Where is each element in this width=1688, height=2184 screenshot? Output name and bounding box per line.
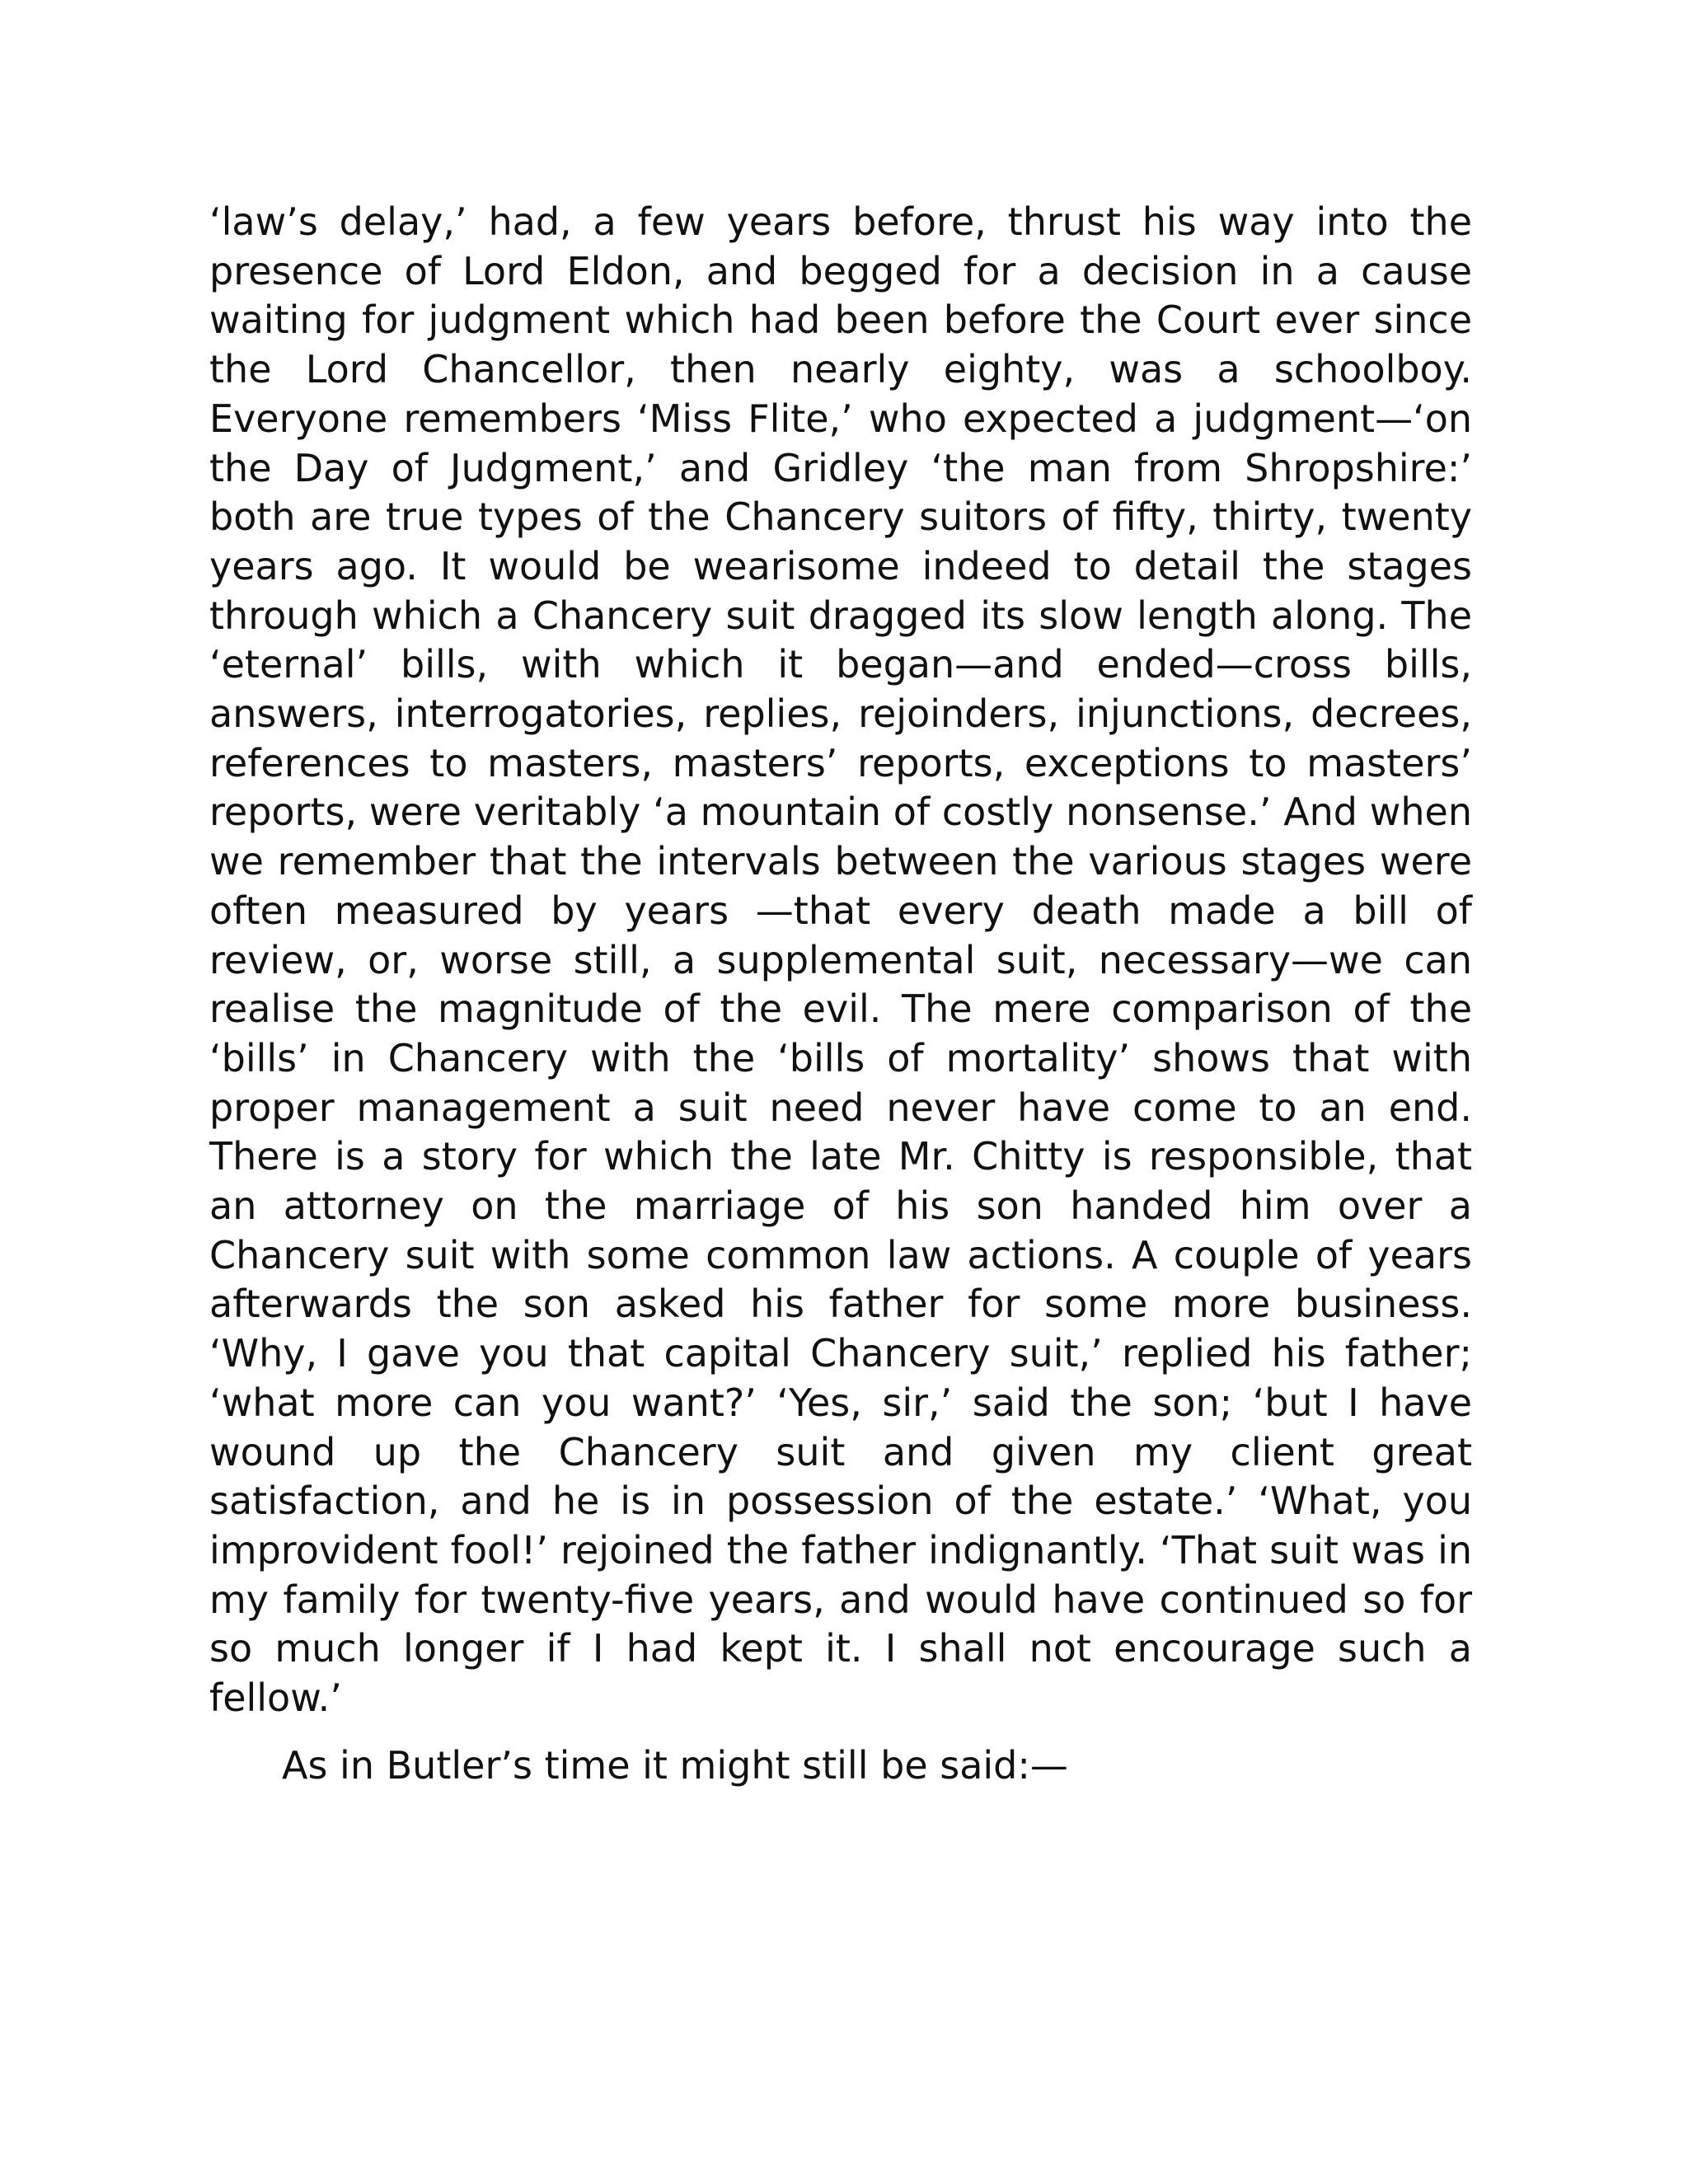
- paragraph-chancery-suits: ‘law’s delay,’ had, a few years before, thrust his way into the presence of Lord Eldon, and begged for a decision in a cause waiting for judgment which had been before the Court ever since the Lord Chancellor, then nearly eighty, was a schoolboy. Everyone remembers ‘Miss Flite,’ who expected a judgment—‘on the Day of Judgment,’ and Gridley ‘the man from Shropshire:’ both are true types of the Chancery suitors of fifty, thirty, twenty years ago. It would be wearisome indeed to detail the stages through which a Chancery suit dragged its slow length along. The ‘eternal’ bills, with which it began—and ended—cross bills, answers, interrogatories, replies, rejoinders, injunctions, decrees, references to masters, masters’ reports, exceptions to masters’ reports, were veritably ‘a mountain of costly nonsense.’ And when we remember that the intervals between the various stages were often measured by years —that every death made a bill of review, or, worse still, a supplemental suit, necessary—we can realise the magnitude of the evil. The mere comparison of the ‘bills’ in Chancery with the ‘bills of mortality’ shows that with proper management a suit need never have come to an end. There is a story for which the late Mr. Chitty is responsible, that an attorney on the marriage of his son handed him over a Chancery suit with some common law actions. A couple of years afterwards the son asked his father for some more business. ‘Why, I gave you that capital Chancery suit,’ replied his father; ‘what more can you want?’ ‘Yes, sir,’ said the son; ‘but I have wound up the Chancery suit and given my client great satisfaction, and he is in possession of the estate.’ ‘What, you improvident fool!’ rejoined the father indignantly. ‘That suit was in my family for twenty-five years, and would have continued so for so much longer if I had kept it. I shall not encourage such a fellow.’: [209, 199, 1472, 1721]
- paragraph-butler-quote-intro: As in Butler’s time it might still be said:—: [282, 1742, 1068, 1788]
- body-text: [209, 198, 1472, 1791]
